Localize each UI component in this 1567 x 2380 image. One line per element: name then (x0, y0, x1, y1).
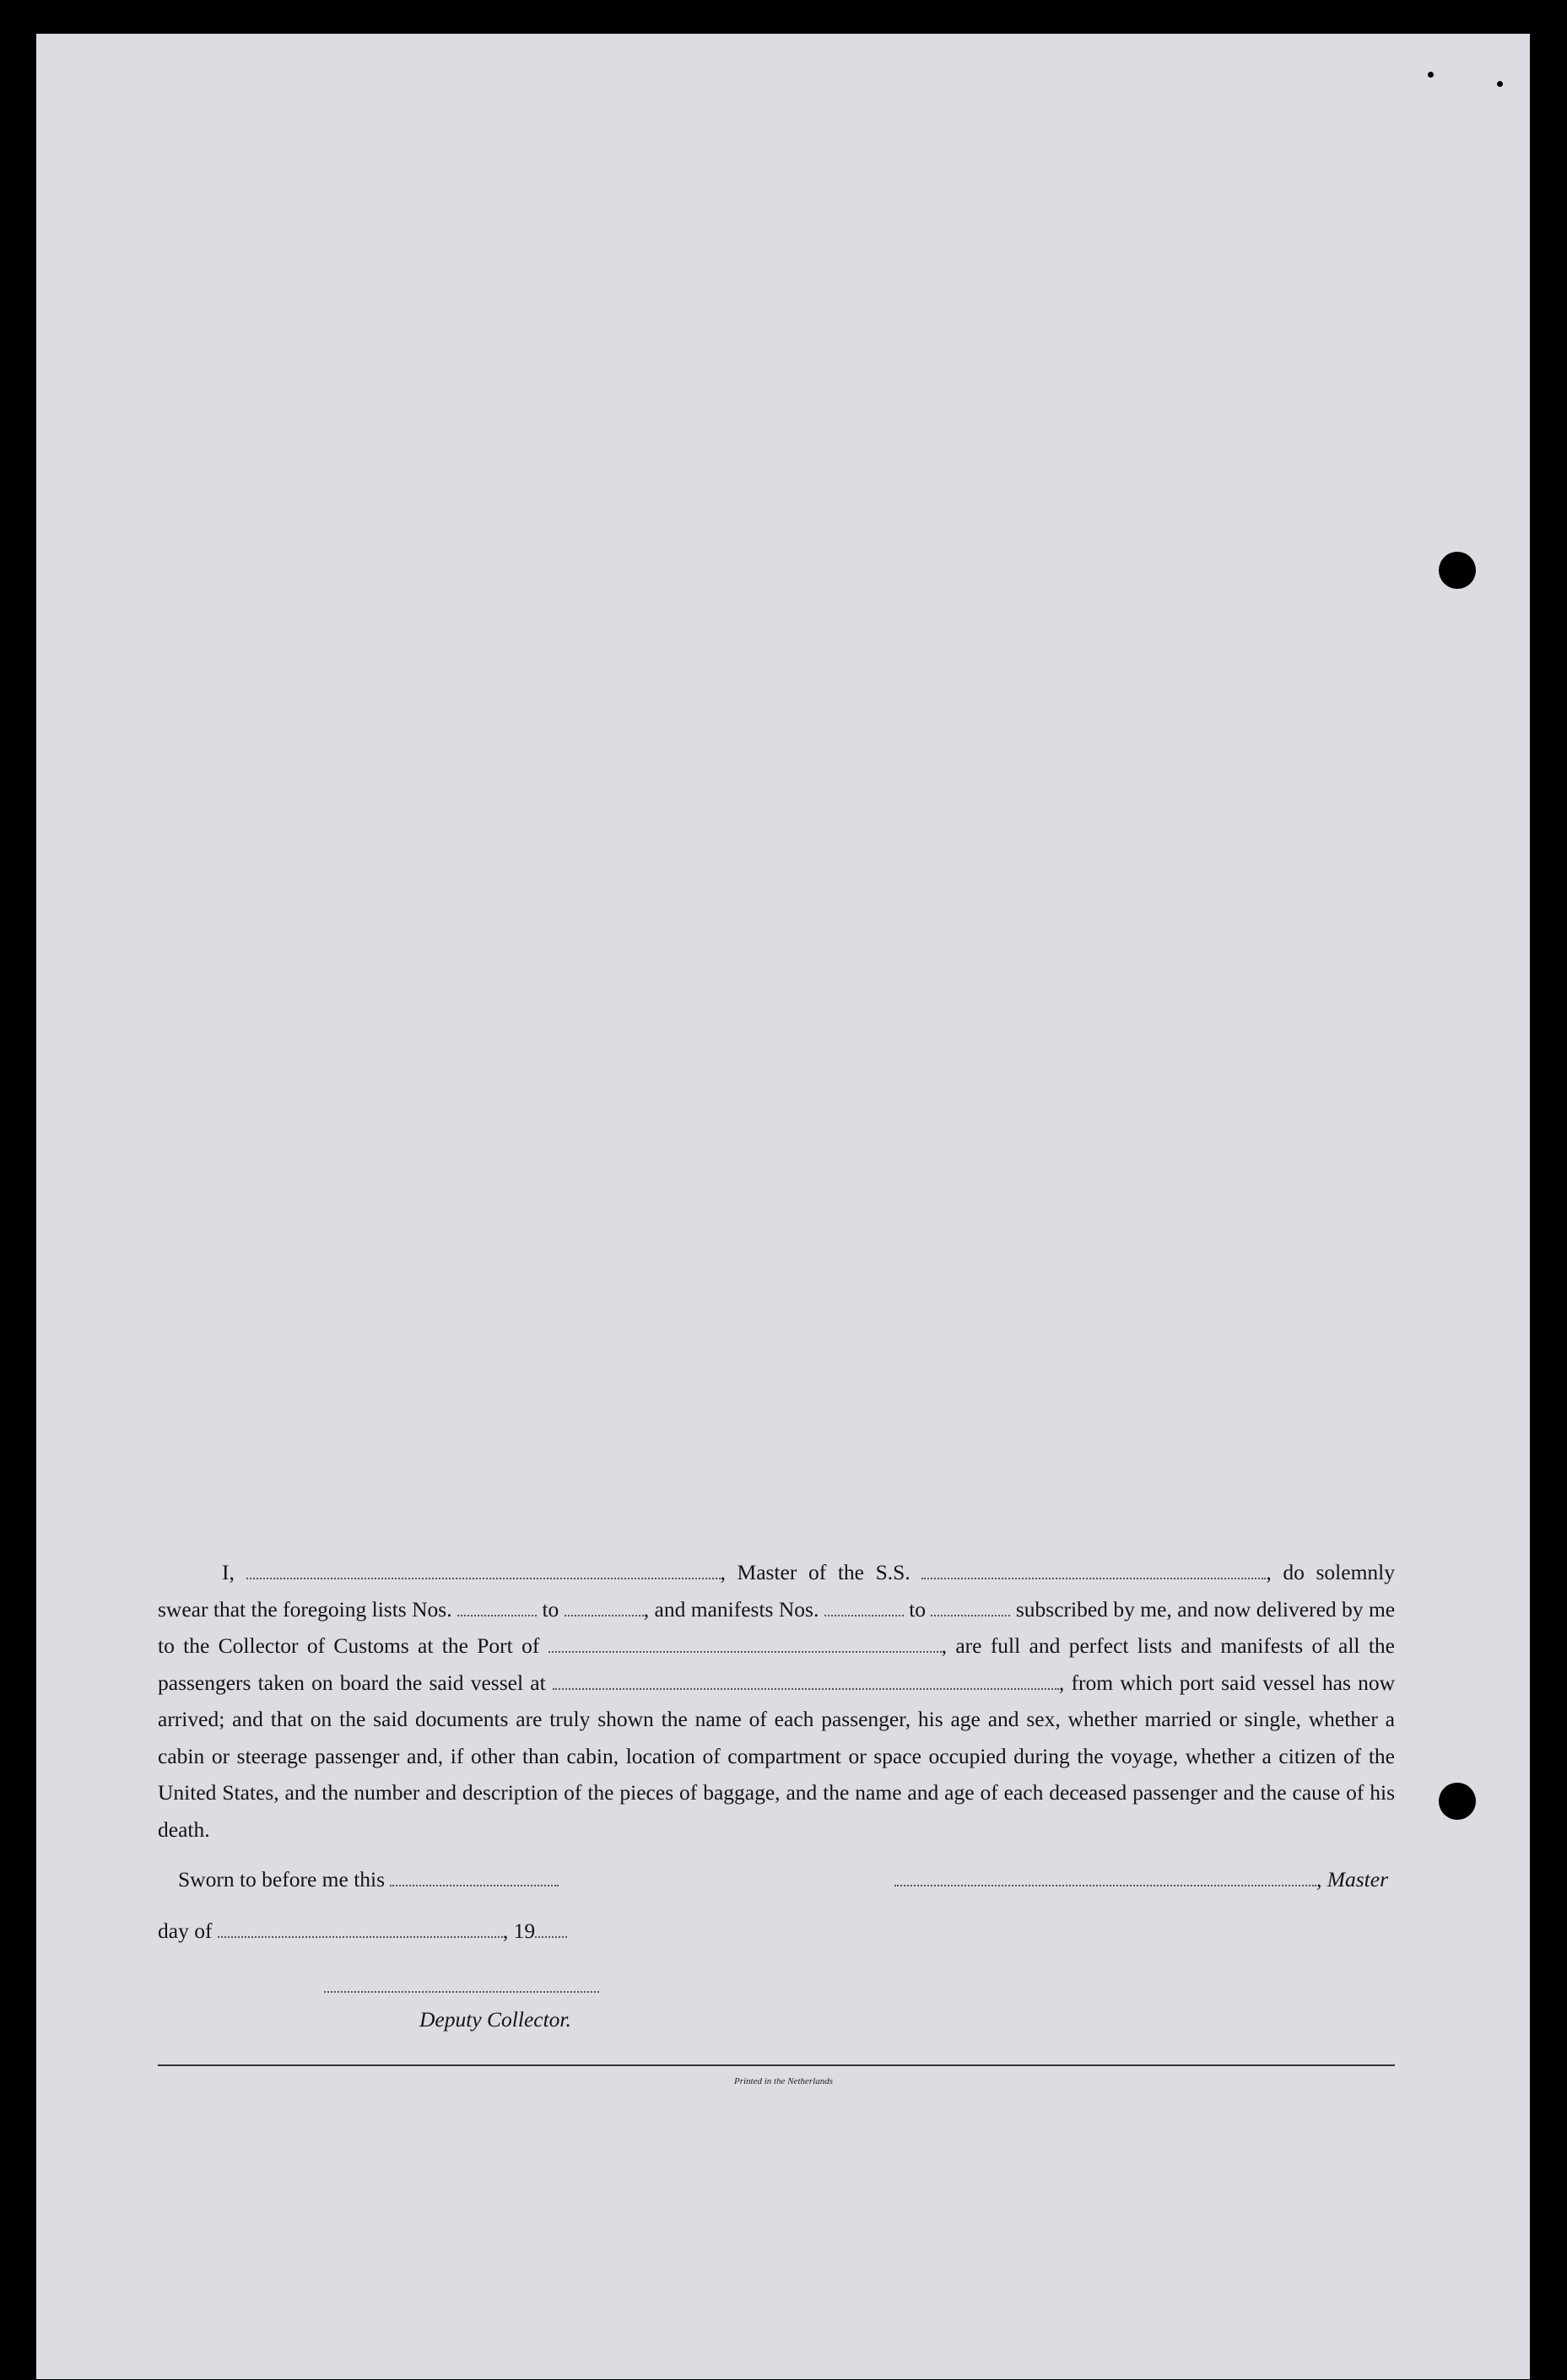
year-prefix: , 19 (502, 1919, 536, 1943)
deputy-collector-label: Deputy Collector. (419, 2007, 571, 2032)
speck-mark (1497, 81, 1503, 87)
manifests-to-field[interactable] (931, 1600, 1010, 1616)
oath-paragraph (158, 1554, 1395, 1848)
printed-in-label: Printed in the Netherlands (733, 2076, 833, 2086)
lists-to-field[interactable] (565, 1600, 644, 1616)
sworn-row (178, 1867, 559, 1892)
manifests-from-field[interactable] (824, 1600, 904, 1616)
oath-master-of-ss: , Master of the S.S. (720, 1560, 910, 1584)
year-field[interactable] (535, 1921, 567, 1938)
form-page (36, 34, 1530, 2379)
oath-delivered: delivered by me to the Collector of Customs at the Port of (158, 1596, 1396, 1658)
oath-subscribed: subscribed by me, and now (1015, 1596, 1251, 1622)
day-of-label: day of (158, 1919, 213, 1943)
oath-body: port said vessel has now arrived; and that on the said documents are truly shown the name of each passenger, his age and sex, whether married or single, whether a cabin or steerage passenger and, if other than cabin, location of compartment or space occupied during the voyage, whether a citizen of the United States, and the number and description of the pieces of baggage, and the name and age of each deceased passenger and the cause of his death. (158, 1670, 1396, 1842)
day-of-row (158, 1919, 567, 1944)
sworn-date-field[interactable] (390, 1870, 559, 1886)
punch-hole-icon (1439, 1783, 1476, 1820)
oath-i: I, (222, 1560, 235, 1584)
departure-port-field[interactable] (553, 1673, 1059, 1690)
port-field[interactable] (548, 1636, 942, 1653)
lists-from-field[interactable] (457, 1600, 537, 1616)
oath-and-manifests: , and manifests Nos. (643, 1596, 819, 1622)
master-signature-field[interactable] (894, 1870, 1316, 1886)
deputy-signature-field[interactable] (324, 1976, 599, 1993)
master-label: , Master (1316, 1867, 1388, 1892)
oath-from-which: , from which (1058, 1670, 1173, 1695)
footer-rule (158, 2064, 1395, 2066)
deputy-signature-line[interactable] (324, 1973, 599, 1999)
ship-name-field[interactable] (921, 1562, 1266, 1579)
day-of-field[interactable] (218, 1921, 503, 1938)
master-name-field[interactable] (246, 1562, 721, 1579)
speck-mark (1428, 72, 1434, 78)
oath-to-1: to (542, 1596, 559, 1622)
sworn-label: Sworn to before me this (178, 1867, 386, 1892)
master-signature-row (894, 1867, 1388, 1892)
oath-full-perfect: , are full and perfect lists and (941, 1633, 1213, 1658)
oath-to-2: to (909, 1596, 927, 1622)
punch-hole-icon (1439, 552, 1476, 589)
oath-do-solemnly: , do solemnly (1266, 1560, 1396, 1584)
oath-swear-lists: swear that the foregoing lists Nos. (158, 1596, 452, 1622)
oath-manifests-all: manifests of all the passengers taken on board the said vessel at (158, 1633, 1395, 1695)
